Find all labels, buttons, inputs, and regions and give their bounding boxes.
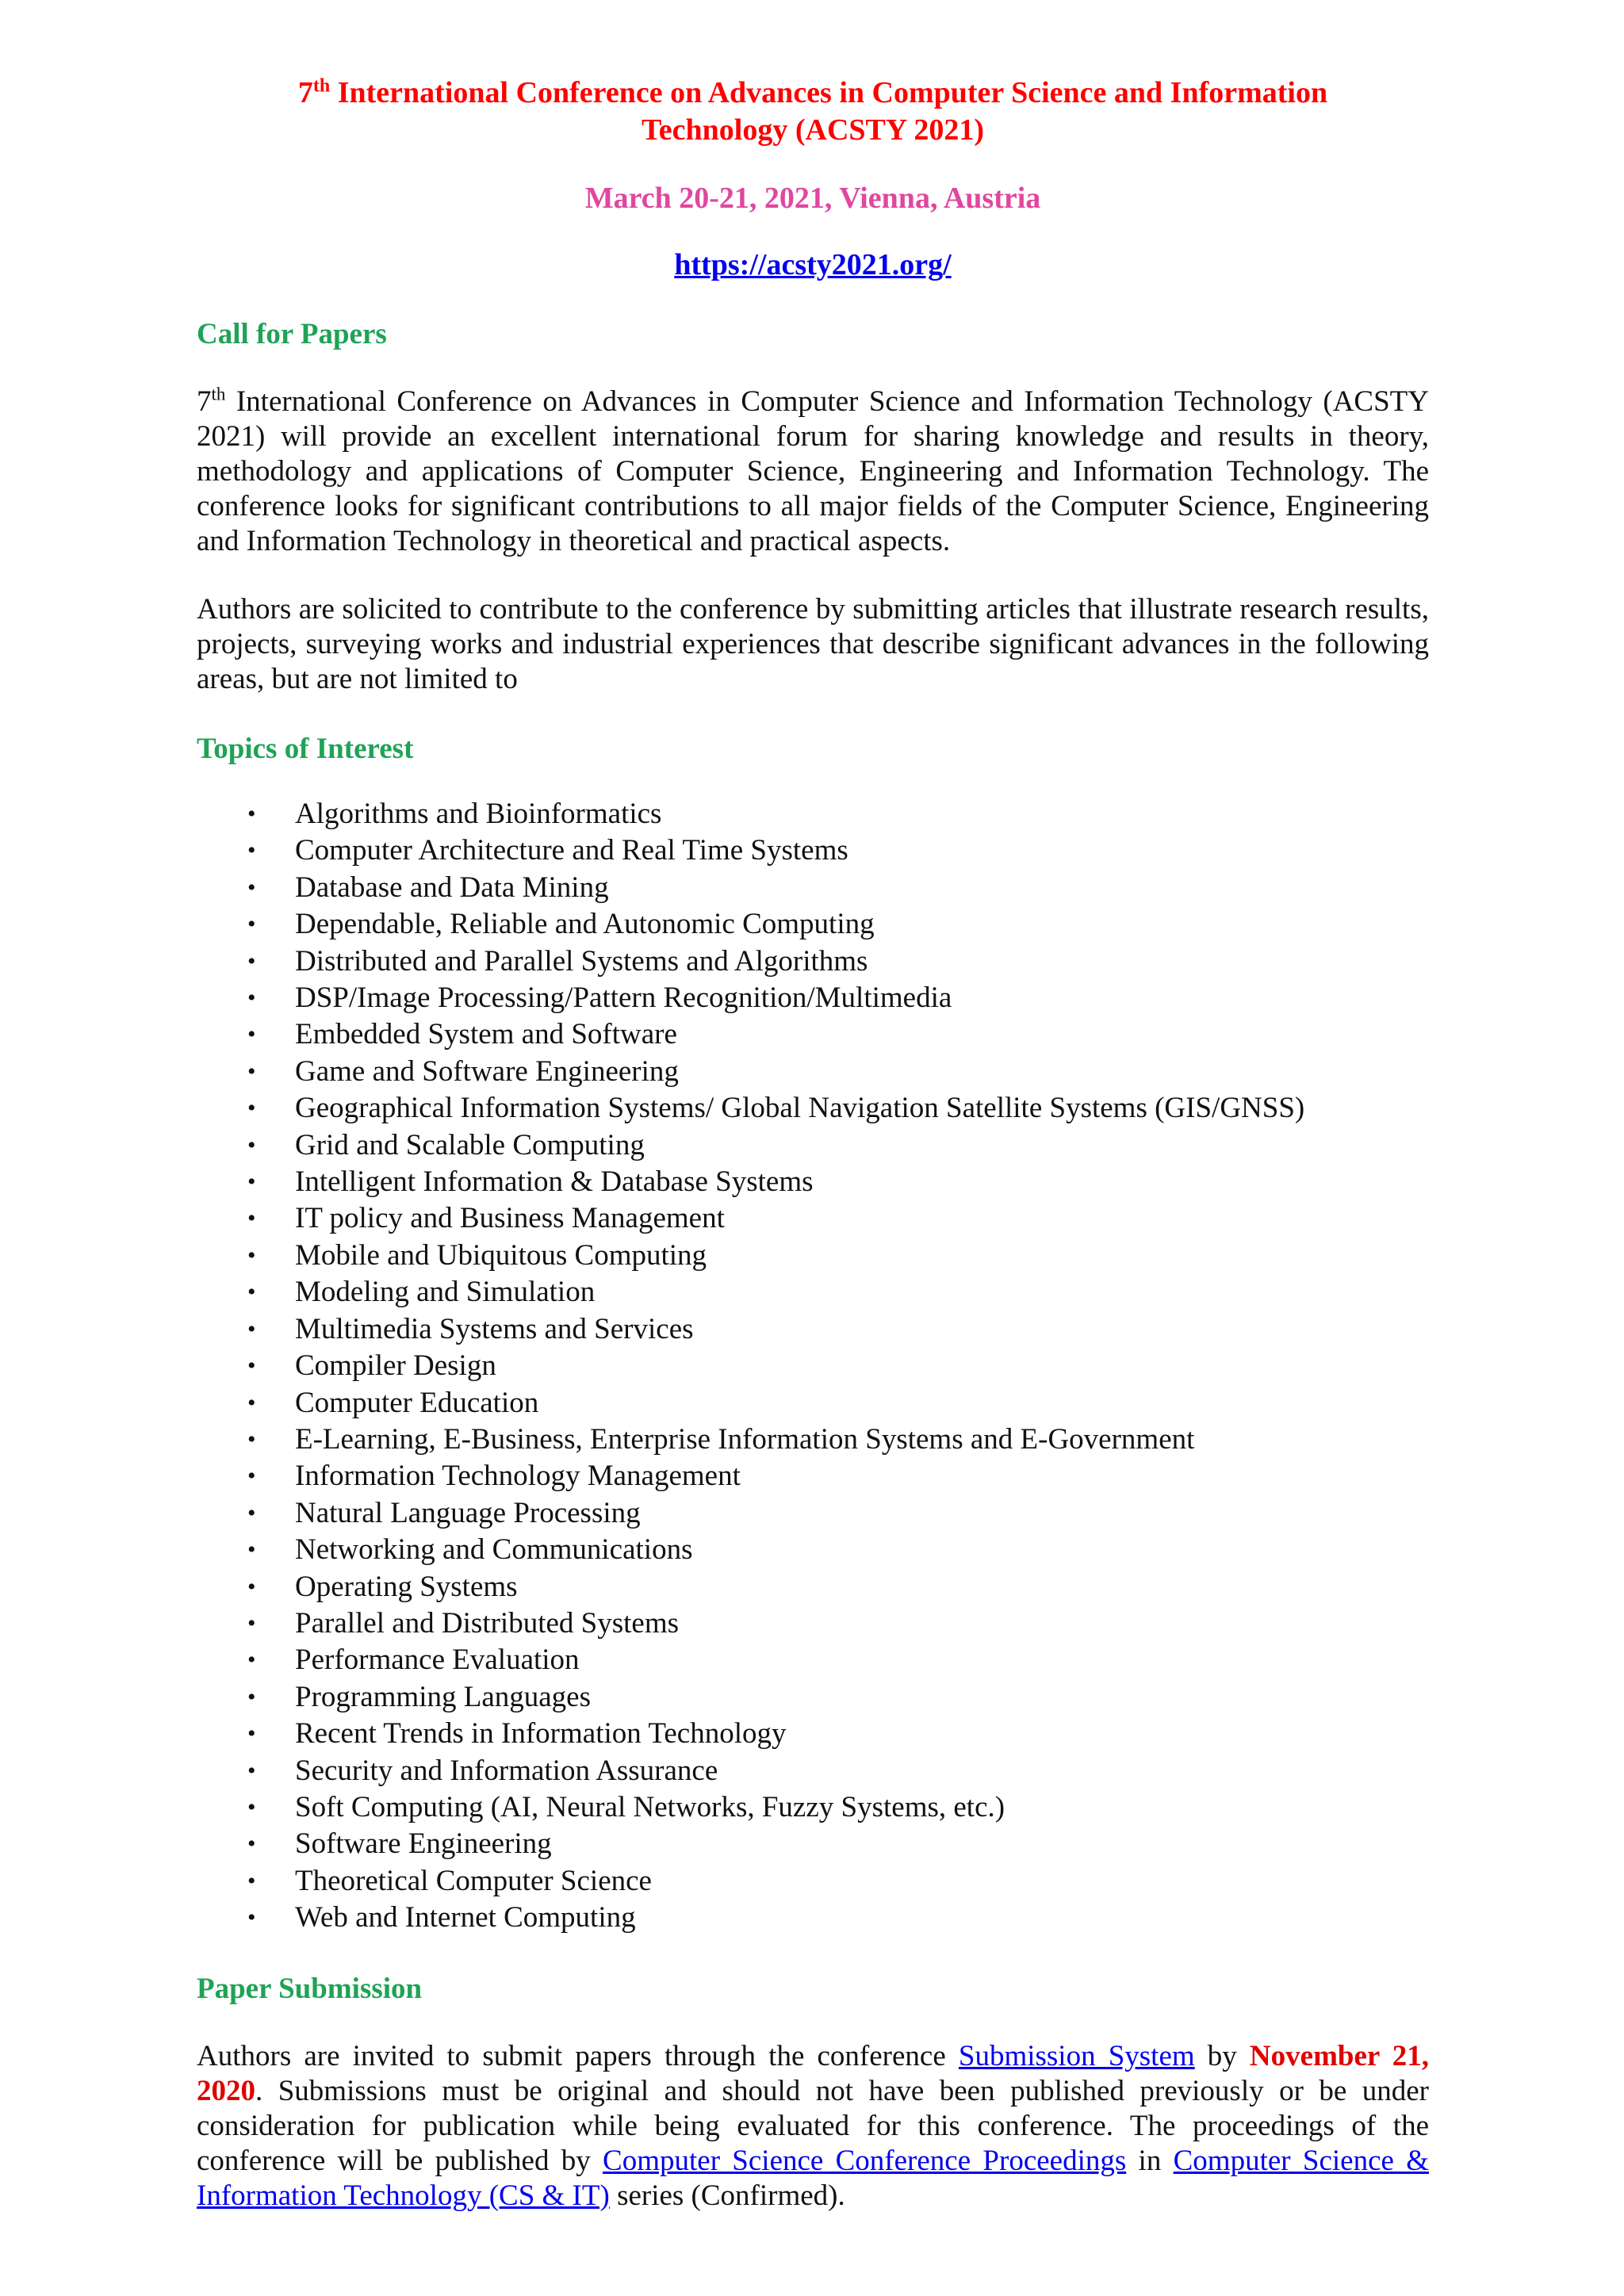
topic-list-item	[197, 1422, 1429, 1458]
bullet-icon: •	[247, 1831, 256, 1858]
submission-system-link[interactable]: Submission System	[958, 2039, 1195, 2072]
topic-label: Game and Software Engineering	[295, 1054, 679, 1088]
topic-label: Software Engineering	[295, 1827, 552, 1861]
bullet-icon: •	[247, 1058, 256, 1085]
topic-list-item	[197, 1642, 1429, 1678]
bullet-icon: •	[247, 874, 256, 901]
topic-list-item	[197, 1679, 1429, 1716]
topic-list-item	[197, 1458, 1429, 1494]
topic-label: DSP/Image Processing/Pattern Recognition/Multimedia	[295, 982, 952, 1015]
topic-list-item	[197, 943, 1429, 980]
bullet-icon: •	[247, 1169, 256, 1196]
topic-label: Embedded System and Software	[295, 1018, 677, 1051]
topic-label: Distributed and Parallel Systems and Algorithms	[295, 944, 868, 978]
proceedings-link[interactable]: Computer Science Conference Proceedings	[603, 2144, 1127, 2177]
conference-title	[197, 75, 1429, 149]
topic-label: Computer Architecture and Real Time Systems	[295, 834, 848, 867]
bullet-icon: •	[247, 837, 256, 864]
topic-label: Mobile and Ubiquitous Computing	[295, 1238, 707, 1272]
submission-deadline: November 21, 2020	[197, 2039, 1430, 2107]
topic-label: Web and Internet Computing	[295, 1901, 636, 1934]
topic-list-item	[197, 1532, 1429, 1568]
intro-paragraph	[197, 385, 1429, 559]
topic-label: Geographical Information Systems/ Global Navigation Satellite Systems (GIS/GNSS)	[295, 1092, 1305, 1125]
topic-label: Modeling and Simulation	[295, 1276, 596, 1309]
bullet-icon: •	[247, 1720, 256, 1747]
bullet-icon: •	[247, 1536, 256, 1563]
topic-label: Recent Trends in Information Technology	[295, 1717, 787, 1751]
conference-url-link[interactable]: https://acsty2021.org/	[674, 248, 952, 281]
bullet-icon: •	[247, 1793, 256, 1820]
topic-label: Performance Evaluation	[295, 1644, 580, 1677]
intro-ordinal: 7	[197, 385, 212, 418]
bullet-icon: •	[247, 1463, 256, 1490]
topic-label: Soft Computing (AI, Neural Networks, Fuzzy Systems, etc.)	[295, 1790, 1005, 1823]
cs-it-series-link[interactable]: Computer Science & Information Technology (CS & IT)	[197, 2144, 1429, 2212]
bullet-icon: •	[247, 985, 256, 1012]
submission-text-3: . Submissions must be original and should not have been published previously or be under consideration for publication while being evaluated for this conference. The proceedings of the conference will be published by	[197, 2074, 1429, 2177]
topic-list-item	[197, 1605, 1429, 1642]
bullet-icon: •	[247, 1757, 256, 1784]
topic-label: Multimedia Systems and Services	[295, 1312, 694, 1345]
topic-label: E-Learning, E-Business, Enterprise Information Systems and E-Government	[295, 1422, 1195, 1456]
topic-label: Operating Systems	[295, 1570, 518, 1603]
intro-ordinal-suffix: th	[211, 384, 226, 404]
topic-list-item	[197, 1274, 1429, 1311]
bullet-icon: •	[247, 1683, 256, 1710]
topic-label: Security and Information Assurance	[295, 1754, 718, 1787]
topic-list-item	[197, 1090, 1429, 1127]
topic-list-item	[197, 870, 1429, 906]
topic-label: Database and Data Mining	[295, 871, 609, 904]
bullet-icon: •	[247, 1904, 256, 1931]
topic-label: Networking and Communications	[295, 1533, 693, 1567]
topic-label: IT policy and Business Management	[295, 1202, 725, 1235]
topic-label: Information Technology Management	[295, 1460, 741, 1493]
topic-list-item	[197, 1569, 1429, 1605]
submission-text-1: Authors are invited to submit papers through the conference	[197, 2039, 959, 2072]
topic-list-item	[197, 796, 1429, 832]
intro-text: International Conference on Advances in Computer Science and Information Technology (ACSTY 2021) will provide an excellent international forum for sharing knowledge and results in theory, methodology and applications of Computer Science, Engineering and Information Technology. The conference looks for significant contributions to all major fields of the Computer Science, Engineering and Information Technology in theoretical and practical aspects.	[197, 385, 1429, 557]
topic-label: Grid and Scalable Computing	[295, 1128, 645, 1161]
topic-list-item	[197, 1054, 1429, 1090]
topic-list-item	[197, 1200, 1429, 1237]
topic-list-item	[197, 1311, 1429, 1348]
topic-list-item	[197, 1348, 1429, 1384]
call-for-papers-heading: Call for Papers	[197, 318, 387, 350]
bullet-icon: •	[247, 1867, 256, 1894]
topic-label: Parallel and Distributed Systems	[295, 1606, 680, 1640]
topic-label: Natural Language Processing	[295, 1496, 641, 1529]
submission-paragraph	[197, 2039, 1429, 2214]
topic-list-item	[197, 1753, 1429, 1789]
title-line2: Technology (ACSTY 2021)	[641, 113, 985, 147]
bullet-icon: •	[247, 911, 256, 938]
bullet-icon: •	[247, 1131, 256, 1158]
conference-url-line	[197, 247, 1429, 282]
title-ordinal: 7	[297, 76, 313, 109]
title-ordinal-suffix: th	[312, 75, 331, 97]
topic-list-item	[197, 1716, 1429, 1752]
topic-list-item	[197, 832, 1429, 869]
topic-list-item	[197, 1900, 1429, 1936]
bullet-icon: •	[247, 1279, 256, 1306]
topic-list-item	[197, 1164, 1429, 1200]
topic-label: Computer Education	[295, 1386, 539, 1419]
bullet-icon: •	[247, 947, 256, 974]
topics-list	[197, 796, 1429, 1937]
topic-label: Theoretical Computer Science	[295, 1864, 652, 1897]
bullet-icon: •	[247, 1242, 256, 1269]
topics-heading: Topics of Interest	[197, 733, 414, 765]
bullet-icon: •	[247, 1573, 256, 1600]
topic-list-item	[197, 1826, 1429, 1862]
title-line1: International Conference on Advances in Computer Science and Information	[330, 76, 1328, 109]
bullet-icon: •	[247, 1647, 256, 1674]
submission-text-5: series (Confirmed).	[609, 2179, 845, 2212]
topic-list-item	[197, 1495, 1429, 1532]
topic-label: Dependable, Reliable and Autonomic Computing	[295, 908, 875, 941]
topic-list-item	[197, 1016, 1429, 1053]
topic-list-item	[197, 1127, 1429, 1164]
topic-list-item	[197, 906, 1429, 943]
solicitation-paragraph: Authors are solicited to contribute to the conference by submitting articles that illustrate research results, projects, surveying works and industrial experiences that describe significant advances in the following areas, but are not limited to	[197, 593, 1429, 695]
bullet-icon: •	[247, 801, 256, 827]
bullet-icon: •	[247, 1425, 256, 1452]
conference-date-location: March 20-21, 2021, Vienna, Austria	[584, 182, 1041, 215]
bullet-icon: •	[247, 1353, 256, 1380]
topic-list-item	[197, 1789, 1429, 1826]
submission-text-4: in	[1126, 2144, 1174, 2177]
bullet-icon: •	[247, 1499, 256, 1526]
paper-submission-heading: Paper Submission	[197, 1972, 423, 2005]
bullet-icon: •	[247, 1205, 256, 1232]
bullet-icon: •	[247, 1609, 256, 1636]
topic-label: Intelligent Information & Database Systems	[295, 1165, 814, 1199]
topic-list-item	[197, 1238, 1429, 1274]
bullet-icon: •	[247, 1021, 256, 1048]
bullet-icon: •	[247, 1315, 256, 1342]
topic-label: Compiler Design	[295, 1349, 496, 1383]
topic-list-item	[197, 1385, 1429, 1422]
topic-label: Algorithms and Bioinformatics	[295, 798, 662, 830]
bullet-icon: •	[247, 1095, 256, 1122]
submission-text-2: by	[1194, 2039, 1250, 2072]
topic-label: Programming Languages	[295, 1680, 591, 1713]
topic-list-item	[197, 980, 1429, 1016]
topic-list-item	[197, 1863, 1429, 1900]
bullet-icon: •	[247, 1389, 256, 1416]
